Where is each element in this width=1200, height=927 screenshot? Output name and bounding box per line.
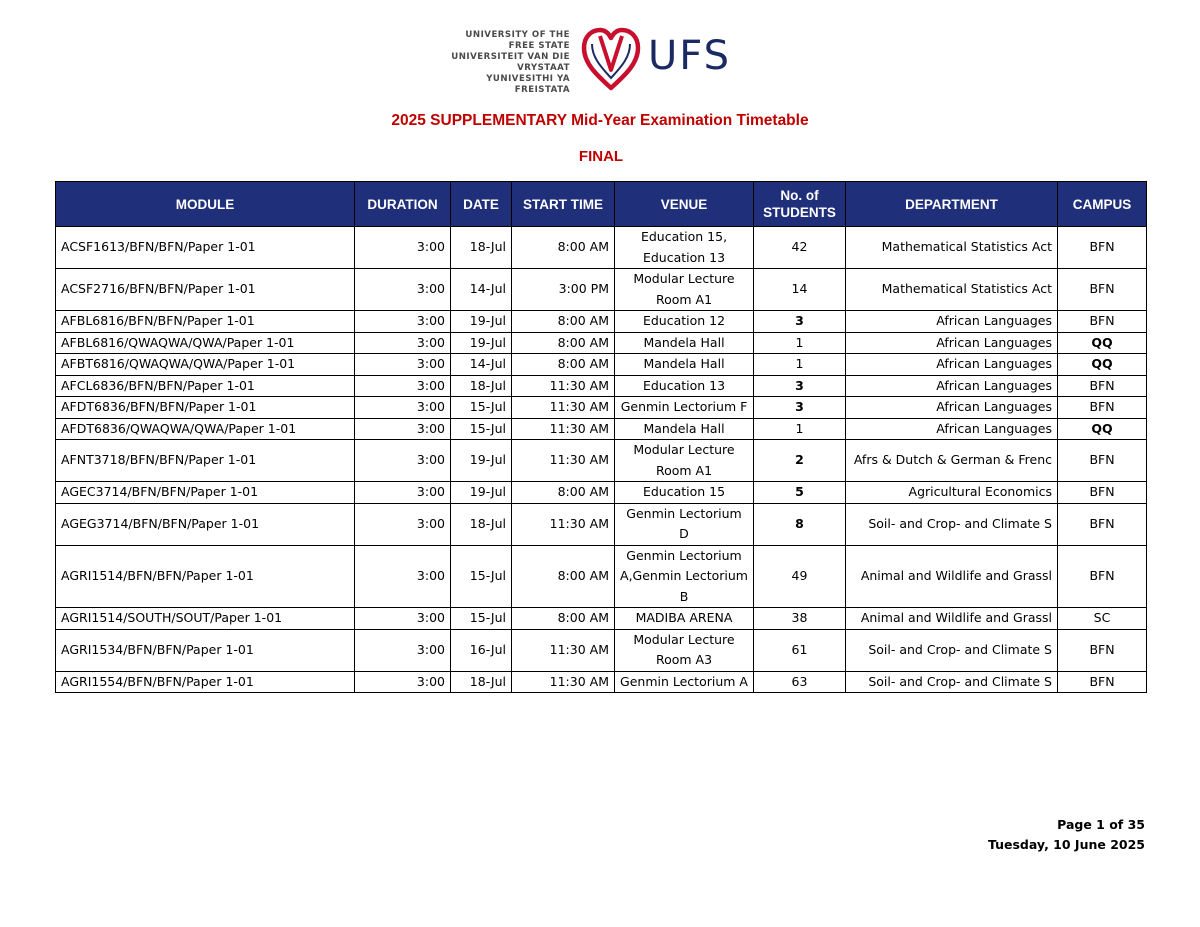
- cell-date: 15-Jul: [451, 418, 512, 440]
- cell-venue: Genmin Lectorium A: [615, 671, 754, 693]
- cell-department: Agricultural Economics: [846, 482, 1058, 504]
- cell-start-time: 8:00 AM: [512, 332, 615, 354]
- column-header-module: MODULE: [56, 182, 355, 227]
- cell-department: Mathematical Statistics Act: [846, 269, 1058, 311]
- timetable-table: [55, 181, 1147, 693]
- cell-department: African Languages: [846, 375, 1058, 397]
- cell-venue: Education 15: [615, 482, 754, 504]
- cell-campus: QQ: [1058, 332, 1147, 354]
- cell-date: 18-Jul: [451, 671, 512, 693]
- cell-duration: 3:00: [355, 227, 451, 269]
- column-header-campus: CAMPUS: [1058, 182, 1147, 227]
- table-row: [56, 671, 1147, 693]
- cell-venue: Education 15, Education 13: [615, 227, 754, 269]
- cell-department: Soil- and Crop- and Climate S: [846, 629, 1058, 671]
- cell-duration: 3:00: [355, 503, 451, 545]
- cell-module: AGEC3714/BFN/BFN/Paper 1-01: [56, 482, 355, 504]
- column-header-venue: VENUE: [615, 182, 754, 227]
- cell-students: 2: [754, 440, 846, 482]
- table-row: [56, 375, 1147, 397]
- cell-start-time: 8:00 AM: [512, 608, 615, 630]
- cell-date: 15-Jul: [451, 397, 512, 419]
- cell-students: 1: [754, 418, 846, 440]
- cell-department: African Languages: [846, 311, 1058, 333]
- cell-duration: 3:00: [355, 482, 451, 504]
- cell-campus: BFN: [1058, 311, 1147, 333]
- cell-module: AFDT6836/BFN/BFN/Paper 1-01: [56, 397, 355, 419]
- cell-duration: 3:00: [355, 354, 451, 376]
- cell-duration: 3:00: [355, 608, 451, 630]
- logo-line: VRYSTAAT: [517, 63, 570, 73]
- cell-date: 14-Jul: [451, 269, 512, 311]
- cell-start-time: 8:00 AM: [512, 227, 615, 269]
- logo-line: UNIVERSITY OF THE: [465, 30, 570, 40]
- table-row: [56, 503, 1147, 545]
- column-header-department: DEPARTMENT: [846, 182, 1058, 227]
- cell-venue: Education 13: [615, 375, 754, 397]
- cell-start-time: 11:30 AM: [512, 397, 615, 419]
- table-row: [56, 440, 1147, 482]
- cell-students: 3: [754, 311, 846, 333]
- table-row: [56, 482, 1147, 504]
- cell-duration: 3:00: [355, 545, 451, 608]
- cell-start-time: 11:30 AM: [512, 503, 615, 545]
- cell-module: AGRI1554/BFN/BFN/Paper 1-01: [56, 671, 355, 693]
- cell-department: Soil- and Crop- and Climate S: [846, 671, 1058, 693]
- column-header-date: DATE: [451, 182, 512, 227]
- column-header-start-time: START TIME: [512, 182, 615, 227]
- column-header-students: No. of STUDENTS: [754, 182, 846, 227]
- cell-module: ACSF2716/BFN/BFN/Paper 1-01: [56, 269, 355, 311]
- cell-students: 3: [754, 397, 846, 419]
- cell-venue: Mandela Hall: [615, 354, 754, 376]
- cell-students: 38: [754, 608, 846, 630]
- cell-start-time: 8:00 AM: [512, 482, 615, 504]
- cell-date: 19-Jul: [451, 440, 512, 482]
- cell-department: Mathematical Statistics Act: [846, 227, 1058, 269]
- cell-date: 15-Jul: [451, 608, 512, 630]
- cell-module: AFBL6816/QWAQWA/QWA/Paper 1-01: [56, 332, 355, 354]
- cell-start-time: 11:30 AM: [512, 671, 615, 693]
- cell-department: Afrs & Dutch & German & Frenc: [846, 440, 1058, 482]
- cell-venue: Genmin Lectorium A,Genmin Lectorium B: [615, 545, 754, 608]
- cell-duration: 3:00: [355, 671, 451, 693]
- cell-students: 3: [754, 375, 846, 397]
- table-row: [56, 354, 1147, 376]
- table-row: [56, 332, 1147, 354]
- cell-campus: BFN: [1058, 629, 1147, 671]
- cell-module: AGEG3714/BFN/BFN/Paper 1-01: [56, 503, 355, 545]
- cell-start-time: 8:00 AM: [512, 311, 615, 333]
- cell-campus: QQ: [1058, 354, 1147, 376]
- cell-date: 19-Jul: [451, 482, 512, 504]
- cell-duration: 3:00: [355, 629, 451, 671]
- cell-students: 63: [754, 671, 846, 693]
- cell-duration: 3:00: [355, 269, 451, 311]
- cell-date: 14-Jul: [451, 354, 512, 376]
- page-number: Page 1 of 35: [1057, 817, 1145, 832]
- cell-start-time: 8:00 AM: [512, 354, 615, 376]
- cell-campus: SC: [1058, 608, 1147, 630]
- cell-duration: 3:00: [355, 418, 451, 440]
- cell-module: AFDT6836/QWAQWA/QWA/Paper 1-01: [56, 418, 355, 440]
- table-row: [56, 629, 1147, 671]
- cell-module: AFBT6816/QWAQWA/QWA/Paper 1-01: [56, 354, 355, 376]
- cell-date: 16-Jul: [451, 629, 512, 671]
- cell-duration: 3:00: [355, 397, 451, 419]
- logo-line: YUNIVESITHI YA: [486, 74, 570, 84]
- ufs-heart-emblem-icon: [578, 24, 644, 94]
- table-row: [56, 397, 1147, 419]
- university-logo: [430, 24, 780, 102]
- cell-date: 19-Jul: [451, 332, 512, 354]
- cell-module: AGRI1534/BFN/BFN/Paper 1-01: [56, 629, 355, 671]
- cell-campus: BFN: [1058, 397, 1147, 419]
- cell-module: AFCL6836/BFN/BFN/Paper 1-01: [56, 375, 355, 397]
- cell-campus: BFN: [1058, 269, 1147, 311]
- page-title: 2025 SUPPLEMENTARY Mid-Year Examination Timetable: [391, 112, 809, 129]
- cell-campus: BFN: [1058, 440, 1147, 482]
- cell-start-time: 3:00 PM: [512, 269, 615, 311]
- print-date: Tuesday, 10 June 2025: [987, 837, 1145, 852]
- page-footer: [988, 815, 1145, 855]
- cell-start-time: 11:30 AM: [512, 418, 615, 440]
- cell-duration: 3:00: [355, 375, 451, 397]
- cell-campus: BFN: [1058, 482, 1147, 504]
- cell-start-time: 11:30 AM: [512, 375, 615, 397]
- cell-campus: BFN: [1058, 227, 1147, 269]
- cell-venue: Genmin Lectorium F: [615, 397, 754, 419]
- cell-students: 14: [754, 269, 846, 311]
- cell-module: ACSF1613/BFN/BFN/Paper 1-01: [56, 227, 355, 269]
- cell-students: 42: [754, 227, 846, 269]
- table-row: [56, 227, 1147, 269]
- cell-venue: Modular Lecture Room A3: [615, 629, 754, 671]
- cell-department: Soil- and Crop- and Climate S: [846, 503, 1058, 545]
- table-header-row: [56, 182, 1147, 227]
- table-row: [56, 545, 1147, 608]
- cell-module: AGRI1514/SOUTH/SOUT/Paper 1-01: [56, 608, 355, 630]
- table-row: [56, 269, 1147, 311]
- cell-duration: 3:00: [355, 332, 451, 354]
- cell-department: African Languages: [846, 397, 1058, 419]
- timetable-body: [56, 227, 1147, 693]
- cell-module: AFNT3718/BFN/BFN/Paper 1-01: [56, 440, 355, 482]
- logo-line: FREISTATA: [514, 85, 570, 95]
- cell-module: AGRI1514/BFN/BFN/Paper 1-01: [56, 545, 355, 608]
- cell-date: 15-Jul: [451, 545, 512, 608]
- cell-module: AFBL6816/BFN/BFN/Paper 1-01: [56, 311, 355, 333]
- logo-line: UNIVERSITEIT VAN DIE: [451, 52, 570, 62]
- cell-venue: Modular Lecture Room A1: [615, 440, 754, 482]
- cell-students: 5: [754, 482, 846, 504]
- table-row: [56, 608, 1147, 630]
- cell-department: African Languages: [846, 354, 1058, 376]
- cell-venue: MADIBA ARENA: [615, 608, 754, 630]
- cell-start-time: 8:00 AM: [512, 545, 615, 608]
- logo-university-names: [430, 30, 570, 96]
- cell-venue: Education 12: [615, 311, 754, 333]
- ufs-wordmark: UFS: [648, 33, 731, 79]
- cell-venue: Mandela Hall: [615, 418, 754, 440]
- table-row: [56, 311, 1147, 333]
- cell-department: African Languages: [846, 332, 1058, 354]
- cell-duration: 3:00: [355, 440, 451, 482]
- cell-campus: BFN: [1058, 375, 1147, 397]
- table-row: [56, 418, 1147, 440]
- column-header-duration: DURATION: [355, 182, 451, 227]
- cell-venue: Modular Lecture Room A1: [615, 269, 754, 311]
- cell-students: 49: [754, 545, 846, 608]
- cell-campus: BFN: [1058, 545, 1147, 608]
- logo-line: FREE STATE: [508, 41, 570, 51]
- cell-campus: QQ: [1058, 418, 1147, 440]
- page-subtitle: FINAL: [578, 148, 624, 165]
- cell-start-time: 11:30 AM: [512, 440, 615, 482]
- cell-date: 18-Jul: [451, 375, 512, 397]
- cell-campus: BFN: [1058, 671, 1147, 693]
- cell-date: 19-Jul: [451, 311, 512, 333]
- cell-students: 8: [754, 503, 846, 545]
- cell-duration: 3:00: [355, 311, 451, 333]
- cell-students: 1: [754, 354, 846, 376]
- cell-department: Animal and Wildlife and Grassl: [846, 608, 1058, 630]
- cell-department: Animal and Wildlife and Grassl: [846, 545, 1058, 608]
- cell-students: 61: [754, 629, 846, 671]
- cell-date: 18-Jul: [451, 503, 512, 545]
- cell-department: African Languages: [846, 418, 1058, 440]
- cell-start-time: 11:30 AM: [512, 629, 615, 671]
- cell-venue: Genmin Lectorium D: [615, 503, 754, 545]
- cell-venue: Mandela Hall: [615, 332, 754, 354]
- cell-date: 18-Jul: [451, 227, 512, 269]
- cell-students: 1: [754, 332, 846, 354]
- cell-campus: BFN: [1058, 503, 1147, 545]
